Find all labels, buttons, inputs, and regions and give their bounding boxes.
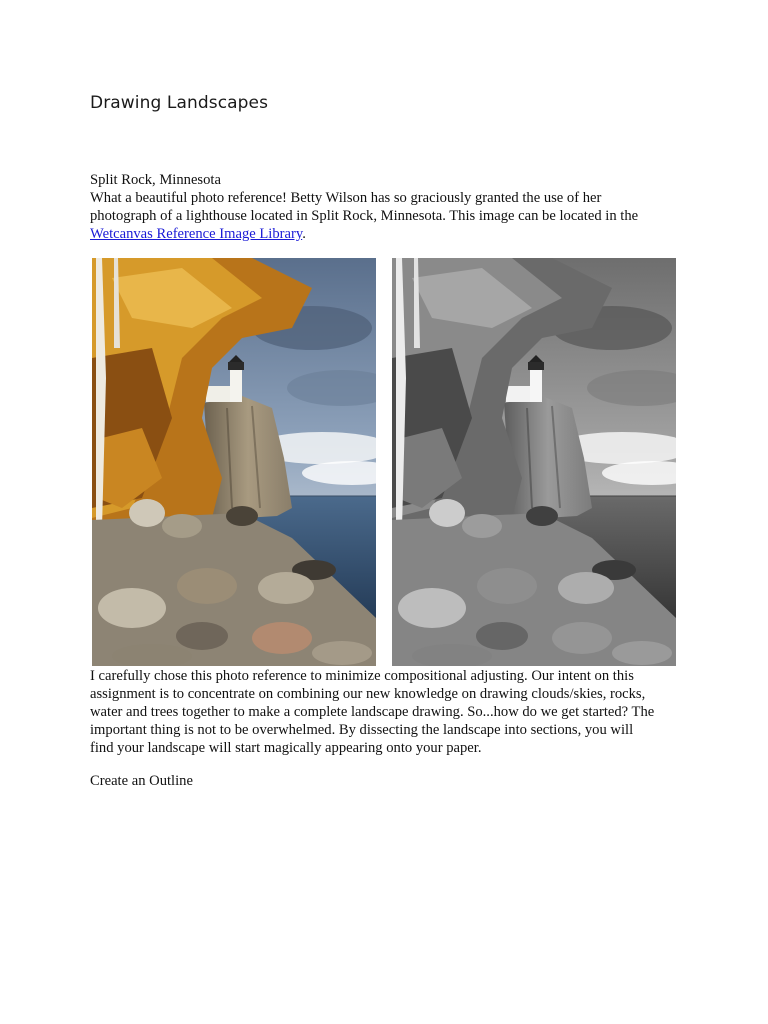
lighthouse-photo-color [92, 258, 376, 666]
link-suffix: . [302, 226, 306, 242]
reference-library-link[interactable]: Wetcanvas Reference Image Library [90, 226, 303, 242]
body-line: I carefully chose this photo reference to minimize compositional adjusting. Our intent on this [90, 668, 634, 684]
intro-line: photograph of a lighthouse located in Split Rock, Minnesota. This image can be located in the [90, 208, 639, 224]
photo-caption: Split Rock, Minnesota [90, 172, 221, 188]
body-line: important thing is not to be overwhelmed. By dissecting the landscape into sections, you will [90, 722, 634, 738]
body-line: assignment is to concentrate on combining our new knowledge on drawing clouds/skies, rocks, [90, 686, 646, 702]
intro-paragraph [90, 171, 690, 243]
body-line: water and trees together to make a complete landscape drawing. So...how do we get started? The [90, 704, 655, 720]
section-subheading: Create an Outline [90, 773, 193, 789]
page-title: Drawing Landscapes [90, 93, 269, 113]
body-line: find your landscape will start magically appearing onto your paper. [90, 740, 482, 756]
lighthouse-photo-grayscale [392, 258, 676, 666]
intro-link-line [90, 225, 690, 243]
intro-line: What a beautiful photo reference! Betty Wilson has so graciously granted the use of her [90, 190, 602, 206]
body-paragraph [90, 667, 690, 757]
